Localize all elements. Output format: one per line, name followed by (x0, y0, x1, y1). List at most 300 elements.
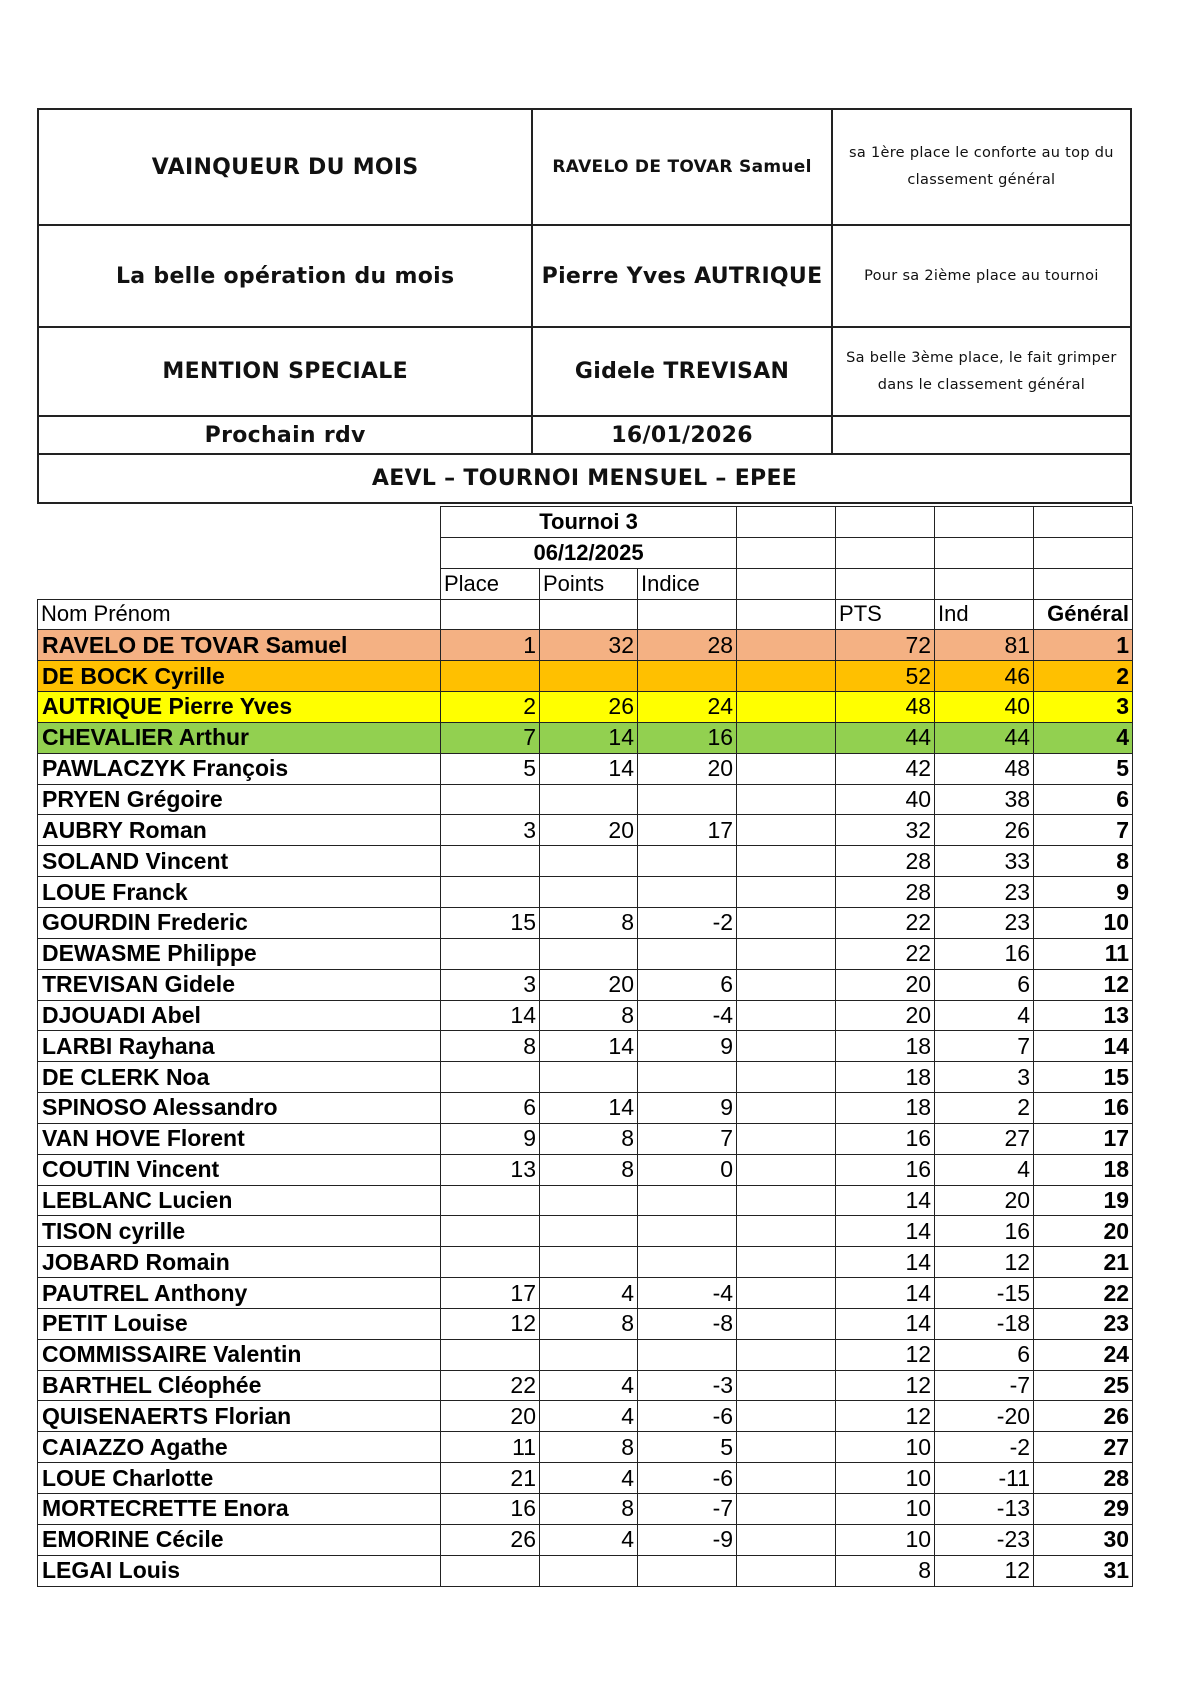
fencer-name: EMORINE Cécile (38, 1524, 441, 1555)
points-cell (540, 1062, 638, 1093)
ind-cell: 46 (935, 661, 1034, 692)
general-rank-cell: 24 (1034, 1339, 1133, 1370)
place-cell: 2 (441, 692, 540, 723)
blank-cell (38, 507, 441, 538)
awards-table (37, 108, 1132, 504)
indice-cell (638, 1555, 737, 1586)
indice-cell: -3 (638, 1370, 737, 1401)
blank-cell (737, 1062, 836, 1093)
points-cell: 20 (540, 815, 638, 846)
pts-cell: 12 (836, 1401, 935, 1432)
indice-cell (638, 846, 737, 877)
fencer-name: GOURDIN Frederic (38, 907, 441, 938)
points-cell: 8 (540, 1494, 638, 1525)
standings-row (38, 692, 1133, 723)
standings-row (38, 1185, 1133, 1216)
place-cell: 17 (441, 1278, 540, 1309)
blank-cell (836, 537, 935, 568)
ind-cell: -13 (935, 1494, 1034, 1525)
standings-row (38, 1370, 1133, 1401)
blank-cell (737, 784, 836, 815)
place-cell: 14 (441, 1000, 540, 1031)
pts-cell: 22 (836, 938, 935, 969)
indice-cell: -6 (638, 1401, 737, 1432)
indice-cell: 16 (638, 722, 737, 753)
blank-cell (737, 692, 836, 723)
ind-cell: 26 (935, 815, 1034, 846)
place-cell: 13 (441, 1154, 540, 1185)
general-rank-cell: 14 (1034, 1031, 1133, 1062)
blank-cell (737, 1216, 836, 1247)
standings-row (38, 661, 1133, 692)
place-cell (441, 784, 540, 815)
fencer-name: PETIT Louise (38, 1308, 441, 1339)
fencer-name: MORTECRETTE Enora (38, 1494, 441, 1525)
general-rank-cell: 23 (1034, 1308, 1133, 1339)
points-cell: 4 (540, 1463, 638, 1494)
indice-cell: 20 (638, 753, 737, 784)
fencer-name: CAIAZZO Agathe (38, 1432, 441, 1463)
blank-cell (38, 537, 441, 568)
header-general: Général (1034, 599, 1133, 630)
pts-cell: 18 (836, 1062, 935, 1093)
pts-cell: 48 (836, 692, 935, 723)
ind-cell: 33 (935, 846, 1034, 877)
place-cell: 15 (441, 907, 540, 938)
blank-cell (836, 568, 935, 599)
fencer-name: PAWLACZYK François (38, 753, 441, 784)
pts-cell: 72 (836, 630, 935, 661)
indice-cell: -9 (638, 1524, 737, 1555)
fencer-name: COMMISSAIRE Valentin (38, 1339, 441, 1370)
points-cell: 8 (540, 1154, 638, 1185)
fencer-name: QUISENAERTS Florian (38, 1401, 441, 1432)
place-cell: 9 (441, 1123, 540, 1154)
blank-cell (935, 537, 1034, 568)
standings-row (38, 753, 1133, 784)
fencer-name: PAUTREL Anthony (38, 1278, 441, 1309)
general-rank-cell: 15 (1034, 1062, 1133, 1093)
points-cell (540, 661, 638, 692)
blank-cell (1034, 537, 1133, 568)
standings-row (38, 1062, 1133, 1093)
blank-cell (1034, 507, 1133, 538)
points-cell: 8 (540, 1432, 638, 1463)
blank-cell (737, 938, 836, 969)
award-winner-name: Gidele TREVISAN (532, 327, 831, 416)
indice-cell (638, 1185, 737, 1216)
indice-cell (638, 661, 737, 692)
blank-cell (737, 661, 836, 692)
fencer-name: RAVELO DE TOVAR Samuel (38, 630, 441, 661)
place-cell: 3 (441, 969, 540, 1000)
award-label: VAINQUEUR DU MOIS (38, 109, 532, 225)
place-cell (441, 1555, 540, 1586)
standings-row (38, 969, 1133, 1000)
place-cell: 8 (441, 1031, 540, 1062)
points-cell: 20 (540, 969, 638, 1000)
fencer-name: TISON cyrille (38, 1216, 441, 1247)
ind-cell: -18 (935, 1308, 1034, 1339)
blank-cell (638, 599, 737, 630)
header-place: Place (441, 568, 540, 599)
standings-row (38, 1000, 1133, 1031)
blank-cell (737, 1555, 836, 1586)
general-rank-cell: 11 (1034, 938, 1133, 969)
standings-row (38, 784, 1133, 815)
pts-cell: 14 (836, 1278, 935, 1309)
place-cell (441, 877, 540, 908)
blank-cell (737, 846, 836, 877)
standings-row (38, 1154, 1133, 1185)
place-cell (441, 938, 540, 969)
pts-cell: 14 (836, 1247, 935, 1278)
ind-cell: -23 (935, 1524, 1034, 1555)
indice-cell (638, 784, 737, 815)
blank-cell (737, 1339, 836, 1370)
blank-cell (737, 1000, 836, 1031)
place-cell: 21 (441, 1463, 540, 1494)
indice-cell: -7 (638, 1494, 737, 1525)
ind-cell: 3 (935, 1062, 1034, 1093)
pts-cell: 10 (836, 1494, 935, 1525)
pts-cell: 18 (836, 1093, 935, 1124)
blank-cell (737, 815, 836, 846)
points-cell: 8 (540, 1308, 638, 1339)
indice-cell: -8 (638, 1308, 737, 1339)
blank-cell (737, 568, 836, 599)
next-meeting-date: 16/01/2026 (532, 416, 831, 454)
general-rank-cell: 2 (1034, 661, 1133, 692)
blank-cell (737, 507, 836, 538)
points-cell: 14 (540, 1093, 638, 1124)
points-cell (540, 938, 638, 969)
award-note-line: Pour sa 2ième place au tournoi (864, 267, 1099, 284)
pts-cell: 22 (836, 907, 935, 938)
standings-row (38, 1093, 1133, 1124)
blank-cell (737, 630, 836, 661)
points-cell (540, 1216, 638, 1247)
pts-cell: 18 (836, 1031, 935, 1062)
general-rank-cell: 12 (1034, 969, 1133, 1000)
header-indice: Indice (638, 568, 737, 599)
award-note (832, 225, 1131, 327)
general-rank-cell: 26 (1034, 1401, 1133, 1432)
pts-cell: 42 (836, 753, 935, 784)
blank-cell (1034, 568, 1133, 599)
general-rank-cell: 10 (1034, 907, 1133, 938)
general-rank-cell: 8 (1034, 846, 1133, 877)
place-cell: 16 (441, 1494, 540, 1525)
ind-cell: 23 (935, 907, 1034, 938)
general-rank-cell: 31 (1034, 1555, 1133, 1586)
place-cell (441, 661, 540, 692)
blank-cell (737, 1093, 836, 1124)
general-rank-cell: 29 (1034, 1494, 1133, 1525)
blank-cell (38, 568, 441, 599)
ind-cell: -11 (935, 1463, 1034, 1494)
place-cell: 3 (441, 815, 540, 846)
ind-cell: 12 (935, 1555, 1034, 1586)
place-cell: 22 (441, 1370, 540, 1401)
points-cell (540, 784, 638, 815)
ind-cell: 40 (935, 692, 1034, 723)
general-rank-cell: 5 (1034, 753, 1133, 784)
tournament-date: 06/12/2025 (441, 537, 737, 568)
ind-cell: 2 (935, 1093, 1034, 1124)
blank-cell (737, 1031, 836, 1062)
award-winner-name: Pierre Yves AUTRIQUE (532, 225, 831, 327)
banner-row (38, 454, 1131, 503)
award-note (832, 109, 1131, 225)
points-cell: 4 (540, 1370, 638, 1401)
general-rank-cell: 20 (1034, 1216, 1133, 1247)
pts-cell: 44 (836, 722, 935, 753)
indice-cell: 0 (638, 1154, 737, 1185)
blank-cell (737, 1278, 836, 1309)
pts-cell: 14 (836, 1308, 935, 1339)
ind-cell: -20 (935, 1401, 1034, 1432)
general-rank-cell: 25 (1034, 1370, 1133, 1401)
standings-row (38, 1308, 1133, 1339)
ind-cell: 12 (935, 1247, 1034, 1278)
tournament-name: Tournoi 3 (441, 507, 737, 538)
next-meeting-row (38, 416, 1131, 454)
standings-row (38, 1278, 1133, 1309)
fencer-name: PRYEN Grégoire (38, 784, 441, 815)
indice-cell (638, 1339, 737, 1370)
award-row (38, 225, 1131, 327)
blank-cell (441, 599, 540, 630)
ind-cell: 27 (935, 1123, 1034, 1154)
blank-cell (737, 1401, 836, 1432)
ind-cell: 48 (935, 753, 1034, 784)
points-cell: 4 (540, 1401, 638, 1432)
points-cell (540, 846, 638, 877)
indice-cell (638, 938, 737, 969)
award-row (38, 327, 1131, 416)
indice-cell: -4 (638, 1278, 737, 1309)
general-rank-cell: 1 (1034, 630, 1133, 661)
next-meeting-empty-cell (832, 416, 1131, 454)
standings-row (38, 938, 1133, 969)
general-rank-cell: 17 (1034, 1123, 1133, 1154)
fencer-name: DE CLERK Noa (38, 1062, 441, 1093)
standings-row (38, 1216, 1133, 1247)
blank-cell (540, 599, 638, 630)
ind-cell: 23 (935, 877, 1034, 908)
standings-row (38, 846, 1133, 877)
general-rank-cell: 13 (1034, 1000, 1133, 1031)
place-cell: 1 (441, 630, 540, 661)
pts-cell: 8 (836, 1555, 935, 1586)
standings-row (38, 877, 1133, 908)
ind-cell: 4 (935, 1000, 1034, 1031)
award-note-line: Sa belle 3ème place, le fait grimper (846, 349, 1117, 366)
points-cell: 8 (540, 907, 638, 938)
place-cell: 11 (441, 1432, 540, 1463)
blank-cell (737, 1524, 836, 1555)
pts-cell: 10 (836, 1524, 935, 1555)
fencer-name: DEWASME Philippe (38, 938, 441, 969)
ind-cell: 4 (935, 1154, 1034, 1185)
standings-row (38, 815, 1133, 846)
blank-cell (737, 1154, 836, 1185)
ind-cell: 20 (935, 1185, 1034, 1216)
points-cell: 4 (540, 1524, 638, 1555)
indice-cell: 17 (638, 815, 737, 846)
pts-cell: 14 (836, 1216, 935, 1247)
general-rank-cell: 22 (1034, 1278, 1133, 1309)
fencer-name: LEGAI Louis (38, 1555, 441, 1586)
place-cell (441, 1247, 540, 1278)
pts-cell: 14 (836, 1185, 935, 1216)
award-label: La belle opération du mois (38, 225, 532, 327)
pts-cell: 16 (836, 1123, 935, 1154)
indice-cell: 9 (638, 1031, 737, 1062)
blank-cell (737, 1308, 836, 1339)
standings-row (38, 1031, 1133, 1062)
pts-cell: 12 (836, 1370, 935, 1401)
blank-cell (737, 969, 836, 1000)
standings-row (38, 1463, 1133, 1494)
blank-cell (737, 1494, 836, 1525)
general-rank-cell: 9 (1034, 877, 1133, 908)
points-cell: 14 (540, 753, 638, 784)
general-rank-cell: 27 (1034, 1432, 1133, 1463)
blank-cell (737, 877, 836, 908)
pts-cell: 20 (836, 1000, 935, 1031)
fencer-name: AUTRIQUE Pierre Yves (38, 692, 441, 723)
standings-row (38, 1555, 1133, 1586)
fencer-name: COUTIN Vincent (38, 1154, 441, 1185)
general-rank-cell: 16 (1034, 1093, 1133, 1124)
ind-cell: 44 (935, 722, 1034, 753)
pts-cell: 12 (836, 1339, 935, 1370)
points-cell: 8 (540, 1000, 638, 1031)
indice-cell: 7 (638, 1123, 737, 1154)
blank-cell (737, 1370, 836, 1401)
general-rank-cell: 3 (1034, 692, 1133, 723)
points-cell: 8 (540, 1123, 638, 1154)
general-rank-cell: 7 (1034, 815, 1133, 846)
points-cell: 14 (540, 1031, 638, 1062)
points-cell: 26 (540, 692, 638, 723)
points-cell: 4 (540, 1278, 638, 1309)
pts-cell: 16 (836, 1154, 935, 1185)
tournament-date-row (38, 537, 1133, 568)
ind-cell: 16 (935, 1216, 1034, 1247)
blank-cell (737, 1185, 836, 1216)
ind-cell: 7 (935, 1031, 1034, 1062)
award-note-line: sa 1ère place le conforte au top du (849, 145, 1114, 161)
award-note (832, 327, 1131, 416)
fencer-name: SOLAND Vincent (38, 846, 441, 877)
fencer-name: BARTHEL Cléophée (38, 1370, 441, 1401)
place-cell: 7 (441, 722, 540, 753)
indice-cell: -2 (638, 907, 737, 938)
general-rank-cell: 18 (1034, 1154, 1133, 1185)
header-name: Nom Prénom (38, 599, 441, 630)
blank-cell (737, 1123, 836, 1154)
standings-row (38, 1494, 1133, 1525)
place-cell: 26 (441, 1524, 540, 1555)
tournament-banner: AEVL – TOURNOI MENSUEL – EPEE (38, 454, 1131, 503)
points-cell (540, 1339, 638, 1370)
standings-row (38, 630, 1133, 661)
general-rank-cell: 6 (1034, 784, 1133, 815)
ind-cell: -15 (935, 1278, 1034, 1309)
general-rank-cell: 19 (1034, 1185, 1133, 1216)
blank-cell (935, 568, 1034, 599)
place-cell: 6 (441, 1093, 540, 1124)
indice-cell: -6 (638, 1463, 737, 1494)
pts-cell: 28 (836, 846, 935, 877)
points-cell (540, 1185, 638, 1216)
standings-row (38, 1401, 1133, 1432)
ind-cell: 6 (935, 1339, 1034, 1370)
blank-cell (737, 1432, 836, 1463)
blank-cell (737, 907, 836, 938)
standings-table (37, 506, 1133, 1587)
place-cell (441, 1216, 540, 1247)
header-ind: Ind (935, 599, 1034, 630)
points-cell: 14 (540, 722, 638, 753)
standings-row (38, 1247, 1133, 1278)
blank-cell (737, 537, 836, 568)
place-cell (441, 846, 540, 877)
tournament-name-row (38, 507, 1133, 538)
ind-cell: 81 (935, 630, 1034, 661)
header-points: Points (540, 568, 638, 599)
indice-cell (638, 1247, 737, 1278)
standings-row (38, 722, 1133, 753)
next-meeting-label: Prochain rdv (38, 416, 532, 454)
standings-row (38, 1524, 1133, 1555)
place-cell (441, 1185, 540, 1216)
general-rank-cell: 30 (1034, 1524, 1133, 1555)
indice-cell: 24 (638, 692, 737, 723)
blank-cell (836, 507, 935, 538)
blank-cell (737, 722, 836, 753)
standings-row (38, 1339, 1133, 1370)
place-cell: 20 (441, 1401, 540, 1432)
general-rank-cell: 4 (1034, 722, 1133, 753)
award-label: MENTION SPECIALE (38, 327, 532, 416)
pts-cell: 40 (836, 784, 935, 815)
award-row (38, 109, 1131, 225)
fencer-name: LEBLANC Lucien (38, 1185, 441, 1216)
blank-cell (935, 507, 1034, 538)
place-cell (441, 1339, 540, 1370)
standings-row (38, 1123, 1133, 1154)
place-cell (441, 1062, 540, 1093)
fencer-name: DE BOCK Cyrille (38, 661, 441, 692)
indice-cell (638, 877, 737, 908)
standings-row (38, 1432, 1133, 1463)
indice-cell: 6 (638, 969, 737, 1000)
award-winner-name: RAVELO DE TOVAR Samuel (532, 109, 831, 225)
fencer-name: CHEVALIER Arthur (38, 722, 441, 753)
ind-cell: 38 (935, 784, 1034, 815)
column-subheader-row (38, 568, 1133, 599)
fencer-name: TREVISAN Gidele (38, 969, 441, 1000)
pts-cell: 32 (836, 815, 935, 846)
blank-cell (737, 1247, 836, 1278)
general-rank-cell: 21 (1034, 1247, 1133, 1278)
indice-cell: 5 (638, 1432, 737, 1463)
fencer-name: JOBARD Romain (38, 1247, 441, 1278)
